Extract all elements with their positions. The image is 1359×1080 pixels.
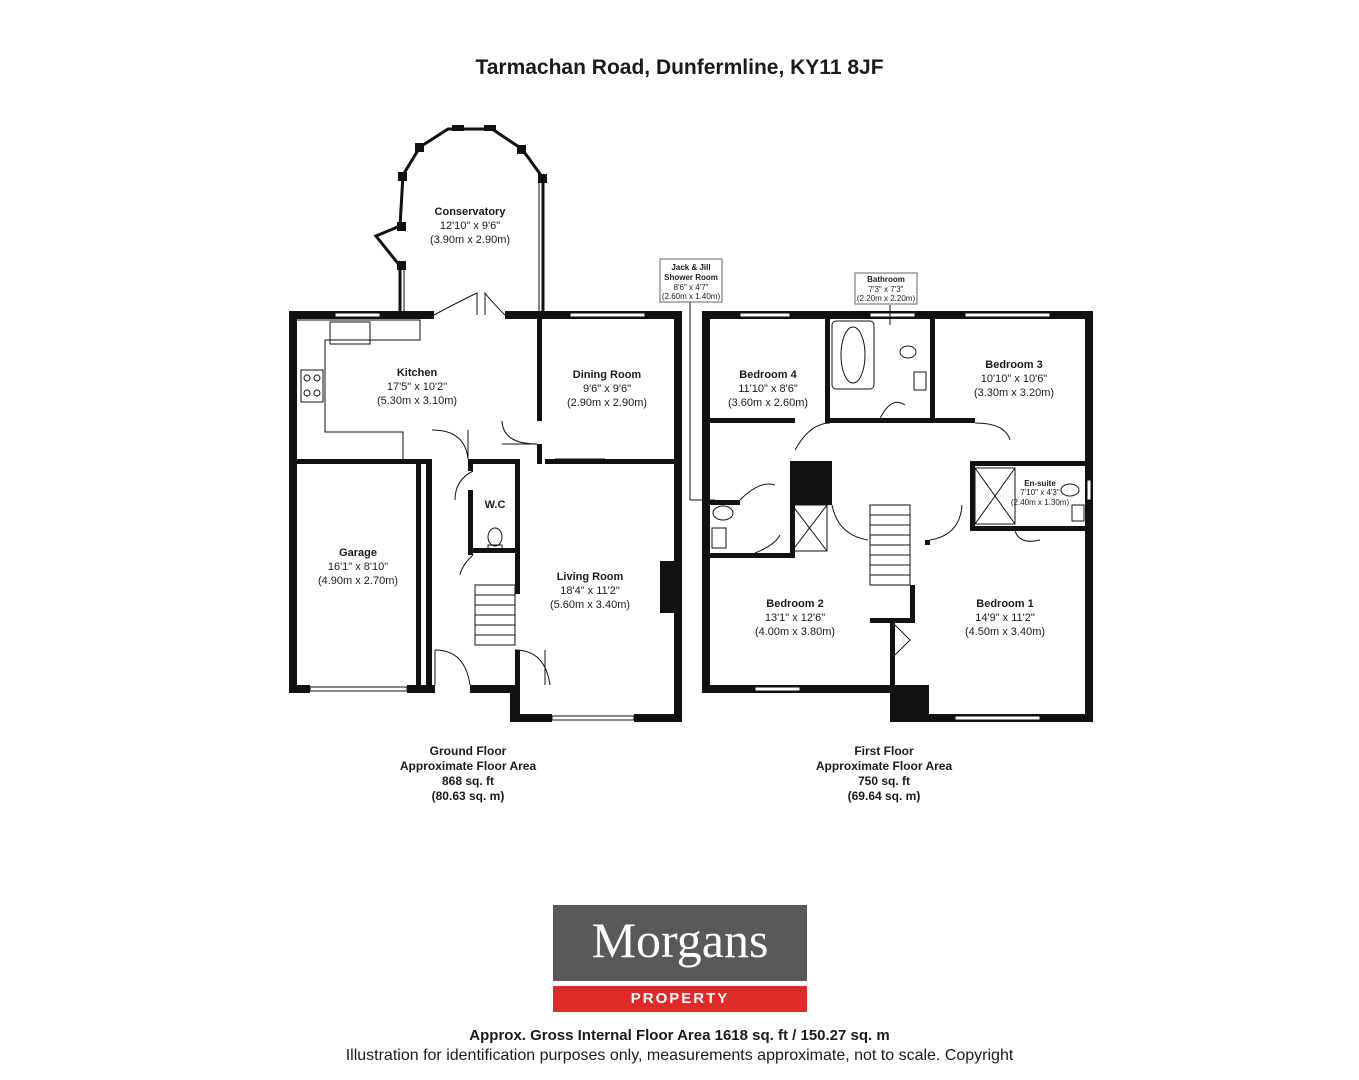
room-size-imperial: 8'6" x 4'7" [673, 283, 709, 292]
room-size-imperial: 10'10" x 10'6" [980, 373, 1048, 385]
room-size-imperial: 17'5" x 10'2" [386, 381, 448, 393]
room-size-metric: (5.60m x 3.40m) [549, 599, 631, 611]
room-size-imperial: 11'10" x 8'6" [738, 383, 798, 395]
room-name: Living Room [556, 571, 624, 583]
area-sqm: (80.63 sq. m) [431, 789, 505, 803]
room-size-metric: (2.60m x 1.40m) [661, 292, 721, 301]
room-name: Conservatory [434, 206, 506, 218]
room-size-metric: (5.30m x 3.10m) [376, 395, 458, 407]
area-label: Approximate Floor Area [399, 759, 537, 773]
room-size-metric: (4.50m x 3.40m) [964, 626, 1046, 638]
area-sqft: 868 sq. ft [441, 774, 495, 788]
room-size-imperial: 16'1" x 8'10" [327, 561, 389, 573]
room-name: Dining Room [572, 369, 642, 381]
room-name: Garage [339, 547, 377, 559]
room-name: Bedroom 1 [976, 598, 1034, 610]
room-size-metric: (2.90m x 2.90m) [566, 397, 648, 409]
room-size-metric: (4.90m x 2.70m) [317, 575, 399, 587]
area-sqm: (69.64 sq. m) [847, 789, 921, 803]
room-size-metric: (3.60m x 2.60m) [727, 397, 809, 409]
room-name: Kitchen [396, 367, 438, 379]
room-size-metric: (2.40m x 1.30m) [1010, 498, 1070, 507]
room-name: Shower Room [664, 273, 718, 282]
logo-wordmark: Morgans [553, 905, 807, 981]
room-name: Bathroom [867, 275, 905, 284]
area-label: First Floor [854, 744, 914, 758]
first-floor-area [764, 744, 1004, 804]
room-size-imperial: 7'10" x 4'3" [1020, 488, 1060, 497]
room-size-imperial: 14'9" x 11'2" [975, 612, 1035, 624]
ground-floor-area [348, 744, 588, 804]
room-size-metric: (3.90m x 2.90m) [429, 234, 511, 246]
room-size-imperial: 13'1" x 12'6" [764, 612, 826, 624]
area-label: Approximate Floor Area [815, 759, 953, 773]
room-name: Jack & Jill [671, 263, 711, 272]
room-size-metric: (3.30m x 3.20m) [973, 387, 1055, 399]
room-size-imperial: 18'4" x 11'2" [560, 585, 620, 597]
room-name: Bedroom 3 [985, 359, 1043, 371]
room-size-metric: (4.00m x 3.80m) [754, 626, 836, 638]
morgans-logo [553, 905, 807, 1012]
room-size-metric: (2.20m x 2.20m) [856, 294, 916, 303]
area-sqft: 750 sq. ft [857, 774, 911, 788]
room-size-imperial: 12'10" x 9'6" [439, 220, 501, 232]
page-title: Tarmachan Road, Dunfermline, KY11 8JF [475, 56, 884, 79]
room-name: Bedroom 2 [766, 598, 824, 610]
room-name: En-suite [1024, 479, 1056, 488]
room-size-imperial: 9'6" x 9'6" [582, 383, 632, 395]
area-label: Ground Floor [429, 744, 507, 758]
logo-subtitle: PROPERTY [553, 986, 807, 1012]
room-name: W.C [484, 499, 506, 511]
gross-area-text: Approx. Gross Internal Floor Area 1618 sq. ft / 150.27 sq. m [469, 1027, 890, 1044]
room-name: Bedroom 4 [739, 369, 797, 381]
room-size-imperial: 7'3" x 7'3" [868, 285, 904, 294]
disclaimer-text: Illustration for identification purposes only, measurements approximate, not to scale. Copyright [345, 1047, 1014, 1064]
